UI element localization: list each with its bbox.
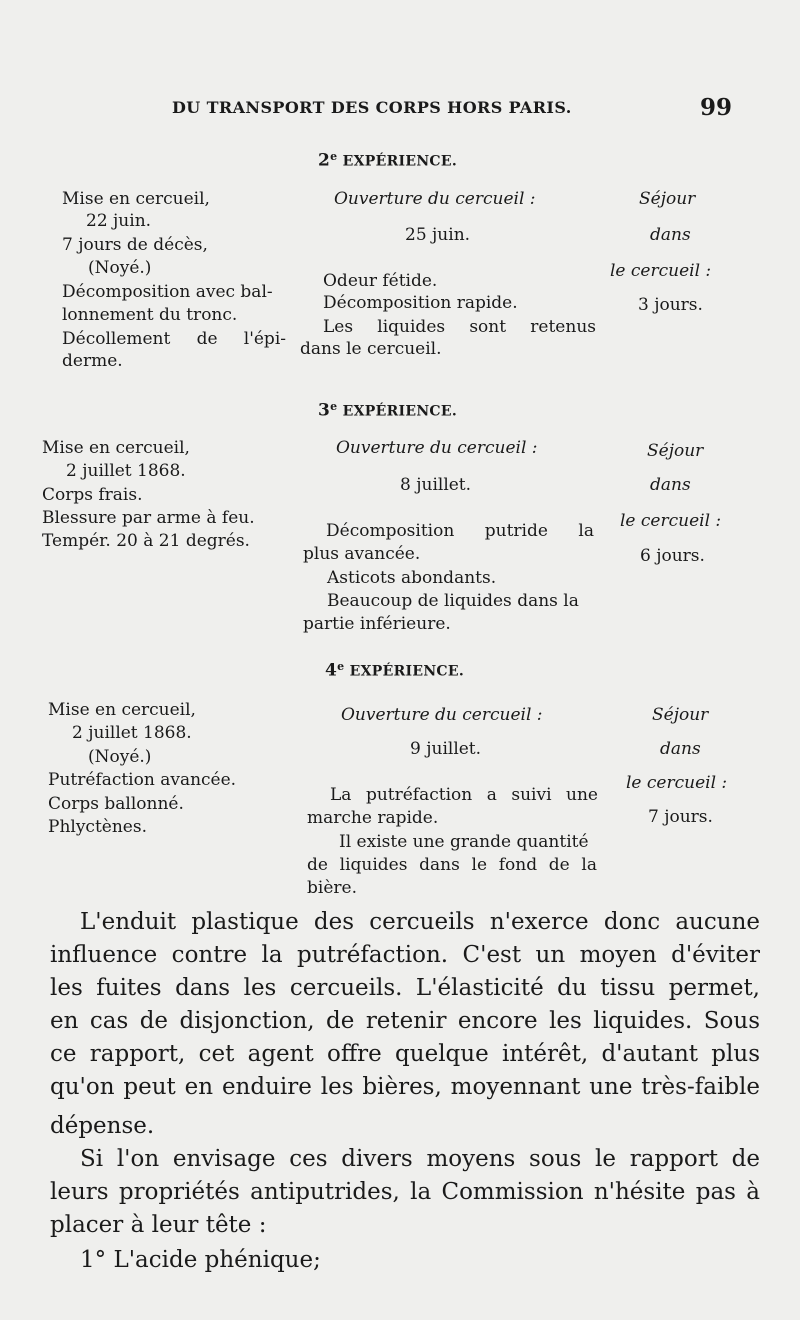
paragraph-1-line: influence contre la putréfaction. C'est un moyen d'éviter (50, 942, 760, 968)
paragraph-2-line: leurs propriétés antiputrides, la Commission n'hésite pas à (50, 1179, 760, 1205)
exp2-right-line: le cercueil : (610, 261, 712, 281)
exp4-left-line: Putréfaction avancée. (48, 770, 237, 790)
paragraph-2-line: placer à leur tête : (50, 1212, 267, 1238)
paragraph-1-line: les fuites dans les cercueils. L'élasticité du tissu permet, (50, 975, 760, 1001)
exp4-center-line: marche rapide. (307, 808, 439, 828)
page-header (172, 94, 732, 124)
exp3-right-line: 6 jours. (640, 546, 705, 566)
exp4-right-line: 7 jours. (648, 807, 713, 827)
exp2-center-line: Décomposition rapide. (323, 293, 518, 313)
page-number: 99 (699, 94, 732, 121)
exp3-left-line: Mise en cercueil, (42, 438, 190, 458)
exp4-center-line: bière. (307, 878, 357, 898)
exp2-center-line: Les liquides sont retenus (323, 317, 596, 337)
exp2-left-line: Décomposition avec bal- (62, 282, 273, 302)
exp3-left-line: Blessure par arme à feu. (42, 508, 255, 528)
exp2-center-line: Odeur fétide. (323, 271, 438, 291)
paragraph-2-line: Si l'on envisage ces divers moyens sous le rapport de (80, 1146, 760, 1172)
experiment-2-title: 2e EXPÉRIENCE. (318, 150, 458, 171)
exp4-center-line: La putréfaction a suivi une (330, 785, 598, 805)
exp2-left-line: Mise en cercueil, (62, 189, 210, 209)
paragraph-1-line: ce rapport, cet agent offre quelque intérêt, d'autant plus (50, 1041, 760, 1067)
exp3-center-line: Ouverture du cercueil : (336, 438, 538, 458)
paragraph-1-line: qu'on peut en enduire les bières, moyennant une très-faible (50, 1074, 760, 1100)
exp4-left-line: Phlyctènes. (48, 817, 147, 837)
exp4-left-line: Mise en cercueil, (48, 700, 196, 720)
exp3-center-line: Asticots abondants. (327, 568, 497, 588)
exp3-center-line: 8 juillet. (400, 475, 472, 495)
paragraph-1-line: en cas de disjonction, de retenir encore les liquides. Sous (50, 1008, 760, 1034)
exp3-center-line: Décomposition putride la (326, 521, 594, 541)
exp4-left-line: (Noyé.) (88, 747, 152, 767)
exp2-right-line: 3 jours. (638, 295, 703, 315)
exp2-right-line: dans (650, 225, 691, 245)
exp2-left-line: lonnement du tronc. (62, 305, 238, 325)
exp4-right-line: Séjour (652, 705, 709, 725)
exp3-right-line: dans (650, 475, 691, 495)
exp2-left-line: 22 juin. (86, 211, 152, 231)
exp4-center-line: Ouverture du cercueil : (341, 705, 543, 725)
exp4-center-line: 9 juillet. (410, 739, 482, 759)
exp2-left-line: Décollement de l'épi- (62, 329, 286, 349)
exp2-left-line: 7 jours de décès, (62, 235, 208, 255)
exp3-right-line: Séjour (647, 441, 704, 461)
exp2-right-line: Séjour (639, 189, 696, 209)
exp4-center-line: Il existe une grande quantité (339, 832, 589, 852)
exp3-left-line: Corps frais. (42, 485, 143, 505)
paragraph-2-line: 1° L'acide phénique; (80, 1247, 321, 1273)
exp2-center-line: dans le cercueil. (300, 339, 442, 359)
exp4-center-line: de liquides dans le fond de la (307, 855, 597, 875)
exp4-left-line: Corps ballonné. (48, 794, 184, 814)
exp4-right-line: dans (660, 739, 701, 759)
exp2-left-line: (Noyé.) (88, 258, 152, 278)
exp3-center-line: plus avancée. (303, 544, 421, 564)
exp3-center-line: Beaucoup de liquides dans la (327, 591, 579, 611)
exp2-center-line: Ouverture du cercueil : (334, 189, 536, 209)
paragraph-1-line: dépense. (50, 1113, 155, 1139)
paragraph-1-line: L'enduit plastique des cercueils n'exerce donc aucune (80, 909, 760, 935)
experiment-4-title: 4e EXPÉRIENCE. (325, 660, 465, 681)
exp3-left-line: Tempér. 20 à 21 degrés. (42, 531, 250, 551)
exp3-right-line: le cercueil : (620, 511, 722, 531)
experiment-3-title: 3e EXPÉRIENCE. (318, 400, 458, 421)
exp3-left-line: 2 juillet 1868. (66, 461, 186, 481)
exp3-center-line: partie inférieure. (303, 614, 451, 634)
running-head: DU TRANSPORT DES CORPS HORS PARIS. (172, 98, 572, 117)
exp2-left-line: derme. (62, 351, 123, 371)
exp4-left-line: 2 juillet 1868. (72, 723, 192, 743)
exp4-right-line: le cercueil : (626, 773, 728, 793)
exp2-center-line: 25 juin. (405, 225, 471, 245)
